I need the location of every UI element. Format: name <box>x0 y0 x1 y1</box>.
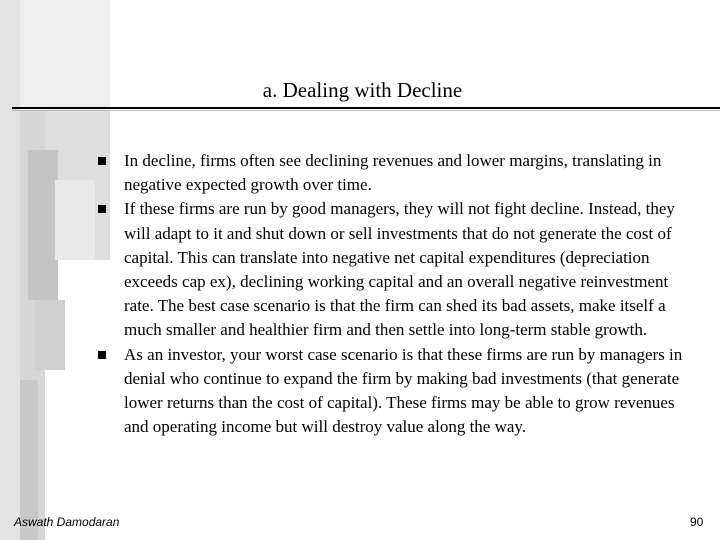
bullet-item <box>96 197 696 342</box>
slide-title-text: a. Dealing with Decline <box>262 78 463 102</box>
slide-title <box>0 78 720 103</box>
square-bullet-icon <box>98 351 106 359</box>
bullet-list <box>96 149 696 439</box>
bullet-text: In decline, firms often see declining revenues and lower margins, translating in negative expected growth over time. <box>124 151 662 195</box>
title-divider-shadow <box>12 110 720 111</box>
square-bullet-icon <box>98 157 106 165</box>
footer-author: Aswath Damodaran <box>14 515 120 529</box>
deco-block-left-6 <box>55 180 95 260</box>
page-number: 90 <box>690 515 704 529</box>
bullet-text: As an investor, your worst case scenario is that these firms are run by managers in denial who continue to expand the firm by making bad investments (that generate lower returns than the cost of capital). These firms may be able to grow revenues and operating income but will destroy value along the way. <box>124 344 683 437</box>
bullet-text: If these firms are run by good managers, they will not fight decline. Instead, they will adapt to it and shut down or sell investments that do not generate the cost of capital. This can translate into negative net capital expenditures (depreciation exceeds cap ex), declining working capital and an overall negative reinvestment rate. The best case scenario is that the firm can shed its bad assets, make itself a much smaller and healthier firm and then settle into long-term stable growth. <box>124 199 675 340</box>
bullet-item <box>96 343 696 440</box>
title-divider <box>12 107 720 109</box>
deco-block-left-4 <box>28 150 58 300</box>
deco-block-left-5 <box>35 300 65 370</box>
square-bullet-icon <box>98 205 106 213</box>
bullet-item <box>96 149 696 197</box>
